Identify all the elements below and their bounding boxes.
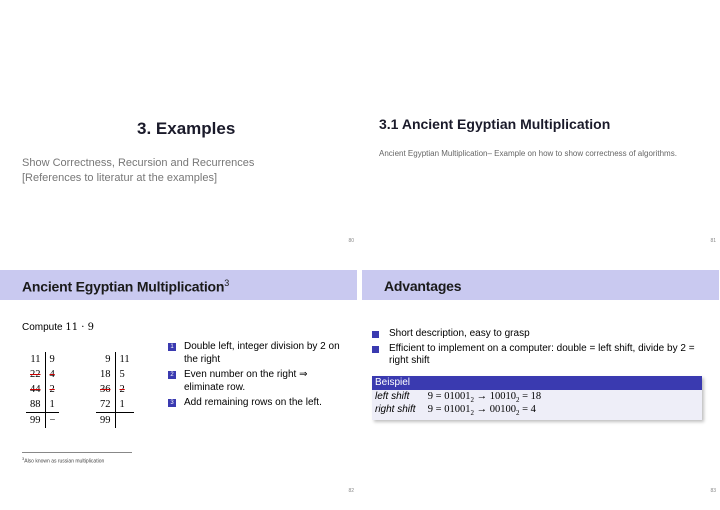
left-cell: 11 [26, 352, 45, 367]
left-cell: 88 [26, 397, 45, 413]
bullet-item: Efficient to implement on a computer: double = left shift, divide by 2 = right shift [372, 343, 712, 367]
right-cell: 4 [49, 369, 55, 380]
left-cell: 18 [96, 367, 115, 382]
table-row [96, 382, 134, 397]
step-text: Add remaining rows on the left. [184, 397, 322, 408]
bullet-square-icon [372, 331, 379, 338]
table-row [26, 397, 59, 413]
section-subtitle-line2: [References to literatur at the examples] [22, 172, 218, 184]
table-row [26, 367, 59, 382]
left-cell: 72 [96, 397, 115, 413]
slide-subsection-title [362, 20, 719, 252]
frame-title: Advantages [384, 278, 462, 294]
footnote: $^3$Also known as russian multiplication [22, 456, 105, 465]
table-row [96, 397, 134, 413]
step-item [168, 396, 348, 409]
table-row [26, 382, 59, 397]
shift-row-right: right shift $9 = 01001_2 \to 00100_2 = 4$ [375, 404, 536, 418]
step-item [168, 340, 348, 366]
steps-list [168, 340, 348, 411]
frame-title-bar [362, 270, 719, 300]
right-cell: 2 [119, 384, 125, 395]
step-text: Double left, integer division by 2 on the right [184, 341, 340, 365]
section-title: 3. Examples [137, 119, 236, 138]
table-row [26, 413, 59, 429]
compute-expression: 11 · 9 [65, 322, 94, 333]
right-cell: 9 [49, 354, 55, 365]
left-cell: 36 [96, 382, 115, 397]
step-number-badge: 3 [168, 399, 176, 407]
example-block-body [372, 390, 702, 420]
step-item [168, 368, 348, 394]
compute-label: Compute [22, 322, 63, 333]
page-number: 82 [348, 488, 354, 494]
slide-section-title [0, 20, 357, 252]
table-row [96, 367, 134, 382]
page-number: 81 [710, 238, 716, 244]
subsection-subtitle: Ancient Egyptian Multiplication– Example on how to show correctness of algorithms. [379, 149, 677, 158]
right-cell: 2 [49, 384, 55, 395]
multiplication-table-b [96, 352, 134, 428]
right-cell [115, 413, 134, 429]
page-number: 83 [710, 488, 716, 494]
shift-row-left: left shift $9 = 01001_2 \to 10010_2 = 18$ [375, 391, 542, 405]
section-subtitle-line1: Show Correctness, Recursion and Recurrences [22, 157, 255, 169]
page-number: 80 [348, 238, 354, 244]
right-cell: 11 [119, 354, 130, 365]
example-block-title: Beispiel [372, 376, 702, 390]
bullet-square-icon [372, 346, 379, 353]
left-cell: 9 [96, 352, 115, 367]
multiplication-table-a [26, 352, 59, 428]
left-cell: 44 [26, 382, 45, 397]
footnote-rule [22, 452, 132, 453]
frame-title-bar [0, 270, 357, 300]
step-number-badge: 2 [168, 371, 176, 379]
table-row [96, 352, 134, 367]
right-cell: 1 [49, 399, 55, 410]
slide-egyptian-multiplication [0, 270, 357, 502]
slide-advantages [362, 270, 719, 502]
table-row [96, 413, 134, 429]
table-row [26, 352, 59, 367]
right-cell: 5 [119, 369, 125, 380]
bullet-item: Short description, easy to grasp [372, 328, 712, 340]
left-cell: 99 [26, 413, 45, 429]
compute-line [22, 322, 94, 333]
left-cell: 99 [96, 413, 115, 429]
right-cell: 1 [119, 399, 125, 410]
step-text: Even number on the right ⇒ eliminate row. [184, 369, 308, 393]
frame-title: Ancient Egyptian Multiplication$^3$ [22, 278, 230, 295]
left-cell: 22 [26, 367, 45, 382]
example-block [372, 376, 702, 420]
right-cell: − [45, 413, 59, 429]
step-number-badge: 1 [168, 343, 176, 351]
subsection-title: 3.1 Ancient Egyptian Multiplication [379, 116, 611, 132]
advantages-list [372, 328, 712, 370]
